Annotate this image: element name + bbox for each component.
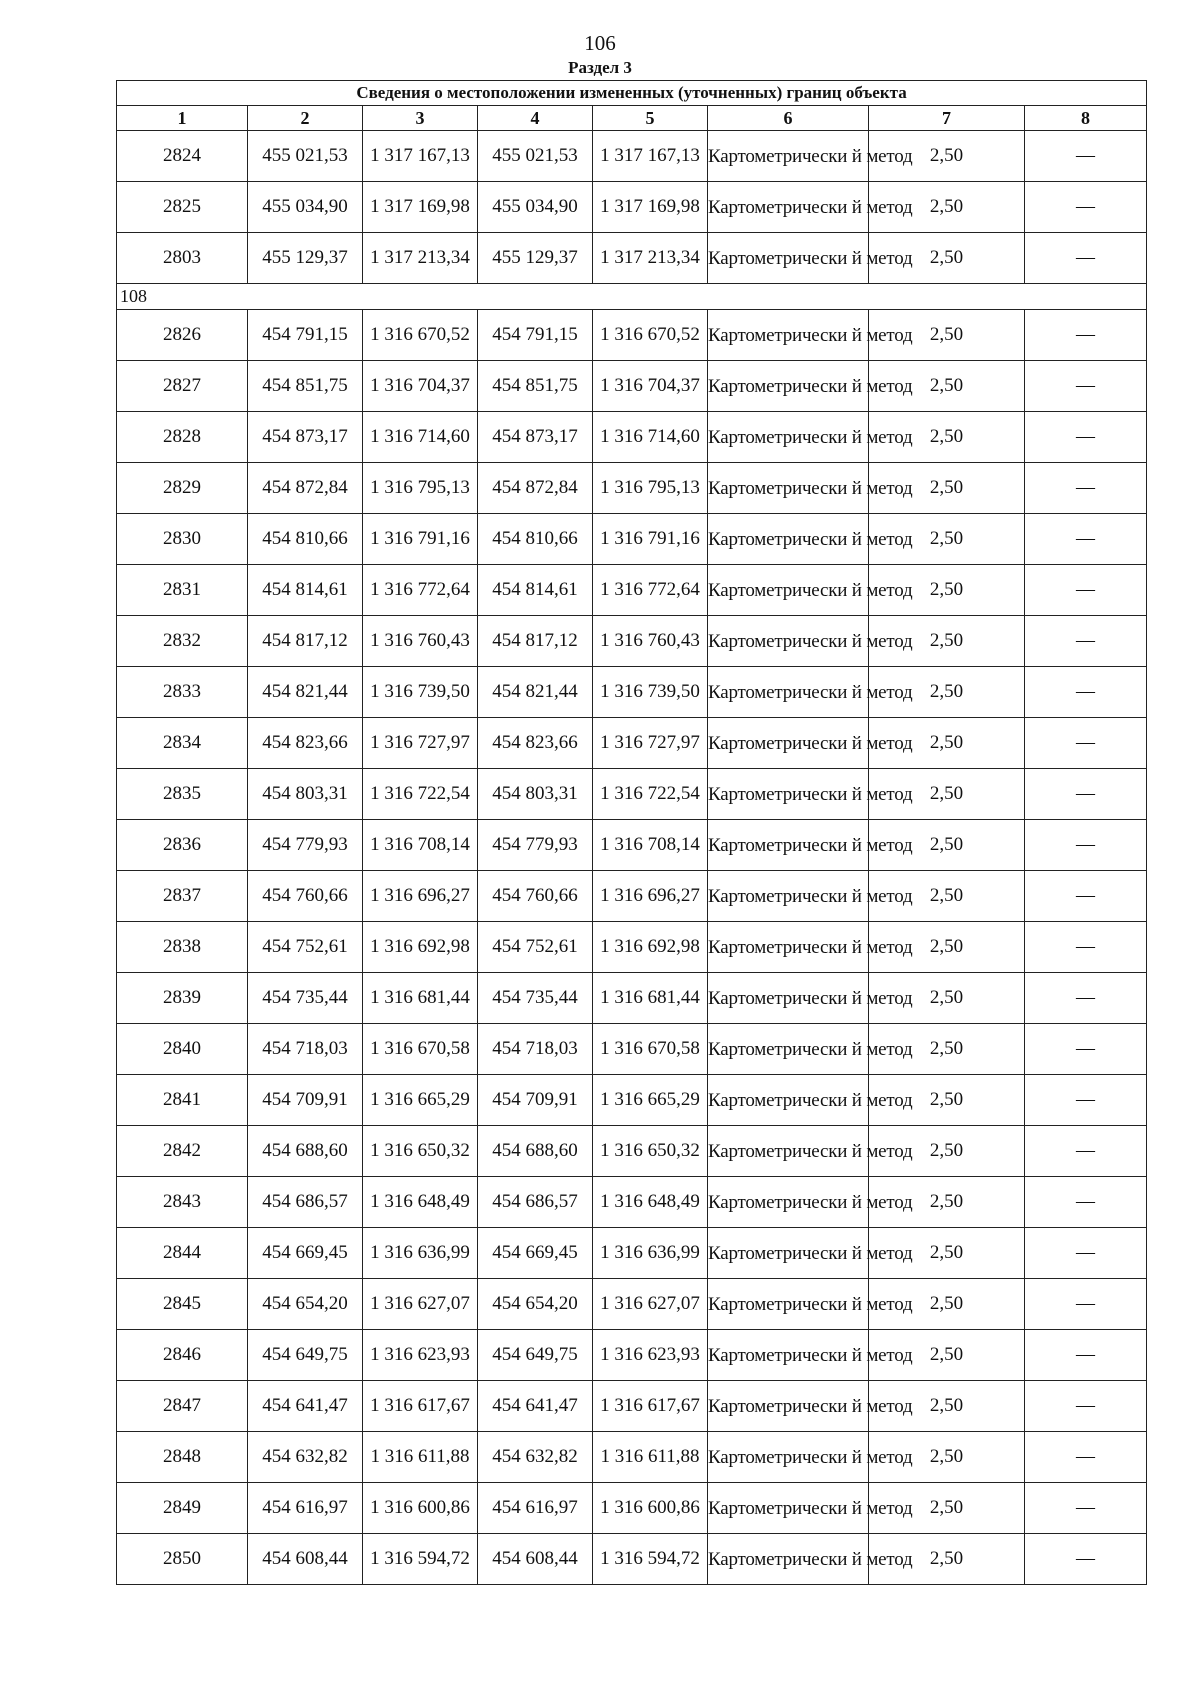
y-new-cell: 1 316 617,67 (593, 1381, 708, 1432)
method-cell: Картометрически й метод (708, 412, 869, 463)
y-old-cell: 1 316 627,07 (363, 1279, 478, 1330)
x-new-cell: 454 608,44 (478, 1534, 593, 1585)
x-old-cell: 454 873,17 (248, 412, 363, 463)
column-number-4: 4 (478, 106, 593, 131)
note-cell: — (1025, 769, 1147, 820)
accuracy-cell: 2,50 (869, 310, 1025, 361)
column-number-3: 3 (363, 106, 478, 131)
x-new-cell: 454 803,31 (478, 769, 593, 820)
x-new-cell: 454 654,20 (478, 1279, 593, 1330)
note-cell: — (1025, 1432, 1147, 1483)
table-row (117, 1075, 1147, 1126)
x-old-cell: 454 608,44 (248, 1534, 363, 1585)
x-old-cell: 454 632,82 (248, 1432, 363, 1483)
point-number-cell: 2837 (117, 871, 248, 922)
method-cell: Картометрически й метод (708, 973, 869, 1024)
table-row (117, 1228, 1147, 1279)
accuracy-cell: 2,50 (869, 233, 1025, 284)
y-new-cell: 1 316 594,72 (593, 1534, 708, 1585)
table-row (117, 973, 1147, 1024)
method-cell: Картометрически й метод (708, 565, 869, 616)
x-new-cell: 454 810,66 (478, 514, 593, 565)
point-number-cell: 2825 (117, 182, 248, 233)
point-number-cell: 2803 (117, 233, 248, 284)
table-caption: Сведения о местоположении измененных (уточненных) границ объекта (117, 81, 1147, 106)
accuracy-cell: 2,50 (869, 1177, 1025, 1228)
note-cell: — (1025, 871, 1147, 922)
method-cell: Картометрически й метод (708, 361, 869, 412)
x-old-cell: 454 814,61 (248, 565, 363, 616)
method-cell: Картометрически й метод (708, 233, 869, 284)
y-old-cell: 1 316 600,86 (363, 1483, 478, 1534)
y-old-cell: 1 317 167,13 (363, 131, 478, 182)
x-new-cell: 454 735,44 (478, 973, 593, 1024)
x-old-cell: 455 034,90 (248, 182, 363, 233)
accuracy-cell: 2,50 (869, 667, 1025, 718)
method-cell: Картометрически й метод (708, 667, 869, 718)
y-new-cell: 1 316 727,97 (593, 718, 708, 769)
y-new-cell: 1 316 692,98 (593, 922, 708, 973)
note-cell: — (1025, 310, 1147, 361)
note-cell: — (1025, 1483, 1147, 1534)
y-old-cell: 1 316 696,27 (363, 871, 478, 922)
method-cell: Картометрически й метод (708, 1330, 869, 1381)
note-cell: — (1025, 667, 1147, 718)
y-new-cell: 1 316 722,54 (593, 769, 708, 820)
accuracy-cell: 2,50 (869, 463, 1025, 514)
x-old-cell: 454 686,57 (248, 1177, 363, 1228)
note-cell: — (1025, 514, 1147, 565)
y-new-cell: 1 316 772,64 (593, 565, 708, 616)
table-row (117, 871, 1147, 922)
accuracy-cell: 2,50 (869, 718, 1025, 769)
x-old-cell: 454 791,15 (248, 310, 363, 361)
method-cell: Картометрически й метод (708, 1177, 869, 1228)
table-row (117, 412, 1147, 463)
table-row (117, 820, 1147, 871)
note-cell: — (1025, 1126, 1147, 1177)
method-cell: Картометрически й метод (708, 616, 869, 667)
y-new-cell: 1 316 611,88 (593, 1432, 708, 1483)
x-new-cell: 454 709,91 (478, 1075, 593, 1126)
y-new-cell: 1 316 696,27 (593, 871, 708, 922)
note-cell: — (1025, 1075, 1147, 1126)
table-row (117, 1126, 1147, 1177)
accuracy-cell: 2,50 (869, 820, 1025, 871)
y-old-cell: 1 316 650,32 (363, 1126, 478, 1177)
y-old-cell: 1 316 623,93 (363, 1330, 478, 1381)
x-new-cell: 454 686,57 (478, 1177, 593, 1228)
note-cell: — (1025, 1228, 1147, 1279)
y-old-cell: 1 316 714,60 (363, 412, 478, 463)
y-old-cell: 1 316 648,49 (363, 1177, 478, 1228)
note-cell: — (1025, 1024, 1147, 1075)
point-number-cell: 2850 (117, 1534, 248, 1585)
x-old-cell: 454 654,20 (248, 1279, 363, 1330)
accuracy-cell: 2,50 (869, 1075, 1025, 1126)
point-number-cell: 2832 (117, 616, 248, 667)
method-cell: Картометрически й метод (708, 310, 869, 361)
y-old-cell: 1 316 708,14 (363, 820, 478, 871)
point-number-cell: 2847 (117, 1381, 248, 1432)
accuracy-cell: 2,50 (869, 361, 1025, 412)
y-new-cell: 1 316 636,99 (593, 1228, 708, 1279)
column-number-1: 1 (117, 106, 248, 131)
column-number-5: 5 (593, 106, 708, 131)
y-new-cell: 1 316 665,29 (593, 1075, 708, 1126)
y-old-cell: 1 316 739,50 (363, 667, 478, 718)
note-cell: — (1025, 361, 1147, 412)
point-number-cell: 2831 (117, 565, 248, 616)
note-cell: — (1025, 1177, 1147, 1228)
y-new-cell: 1 317 167,13 (593, 131, 708, 182)
x-new-cell: 454 760,66 (478, 871, 593, 922)
x-old-cell: 455 129,37 (248, 233, 363, 284)
y-new-cell: 1 316 791,16 (593, 514, 708, 565)
note-cell: — (1025, 1279, 1147, 1330)
y-old-cell: 1 316 617,67 (363, 1381, 478, 1432)
y-old-cell: 1 316 670,58 (363, 1024, 478, 1075)
y-old-cell: 1 316 681,44 (363, 973, 478, 1024)
table-row (117, 1534, 1147, 1585)
x-new-cell: 454 641,47 (478, 1381, 593, 1432)
column-number-8: 8 (1025, 106, 1147, 131)
x-new-cell: 454 752,61 (478, 922, 593, 973)
point-number-cell: 2843 (117, 1177, 248, 1228)
x-old-cell: 454 641,47 (248, 1381, 363, 1432)
note-cell: — (1025, 922, 1147, 973)
note-cell: — (1025, 131, 1147, 182)
y-new-cell: 1 316 760,43 (593, 616, 708, 667)
method-cell: Картометрически й метод (708, 1381, 869, 1432)
point-number-cell: 2834 (117, 718, 248, 769)
accuracy-cell: 2,50 (869, 1330, 1025, 1381)
x-old-cell: 454 752,61 (248, 922, 363, 973)
point-number-cell: 2849 (117, 1483, 248, 1534)
x-old-cell: 454 779,93 (248, 820, 363, 871)
method-cell: Картометрически й метод (708, 820, 869, 871)
point-number-cell: 2828 (117, 412, 248, 463)
table-body-group-a (117, 131, 1147, 284)
x-new-cell: 454 851,75 (478, 361, 593, 412)
accuracy-cell: 2,50 (869, 1381, 1025, 1432)
y-new-cell: 1 316 600,86 (593, 1483, 708, 1534)
y-old-cell: 1 316 795,13 (363, 463, 478, 514)
note-cell: — (1025, 233, 1147, 284)
y-old-cell: 1 316 760,43 (363, 616, 478, 667)
table-row (117, 1381, 1147, 1432)
accuracy-cell: 2,50 (869, 1432, 1025, 1483)
note-cell: — (1025, 718, 1147, 769)
point-number-cell: 2830 (117, 514, 248, 565)
point-number-cell: 2826 (117, 310, 248, 361)
method-cell: Картометрически й метод (708, 1024, 869, 1075)
accuracy-cell: 2,50 (869, 412, 1025, 463)
column-number-2: 2 (248, 106, 363, 131)
point-number-cell: 2838 (117, 922, 248, 973)
y-new-cell: 1 316 704,37 (593, 361, 708, 412)
point-number-cell: 2841 (117, 1075, 248, 1126)
table-row (117, 1432, 1147, 1483)
table-row (117, 1279, 1147, 1330)
accuracy-cell: 2,50 (869, 565, 1025, 616)
accuracy-cell: 2,50 (869, 973, 1025, 1024)
table-body-group-label (117, 284, 1147, 310)
accuracy-cell: 2,50 (869, 1483, 1025, 1534)
method-cell: Картометрически й метод (708, 1126, 869, 1177)
y-old-cell: 1 317 213,34 (363, 233, 478, 284)
x-old-cell: 454 709,91 (248, 1075, 363, 1126)
x-new-cell: 454 779,93 (478, 820, 593, 871)
method-cell: Картометрически й метод (708, 1279, 869, 1330)
group-label-row (117, 284, 1147, 310)
accuracy-cell: 2,50 (869, 1534, 1025, 1585)
x-old-cell: 454 649,75 (248, 1330, 363, 1381)
method-cell: Картометрически й метод (708, 182, 869, 233)
note-cell: — (1025, 973, 1147, 1024)
y-old-cell: 1 316 791,16 (363, 514, 478, 565)
x-old-cell: 454 803,31 (248, 769, 363, 820)
y-old-cell: 1 316 704,37 (363, 361, 478, 412)
method-cell: Картометрически й метод (708, 463, 869, 514)
x-new-cell: 454 616,97 (478, 1483, 593, 1534)
note-cell: — (1025, 820, 1147, 871)
x-new-cell: 454 817,12 (478, 616, 593, 667)
y-old-cell: 1 316 692,98 (363, 922, 478, 973)
y-new-cell: 1 317 169,98 (593, 182, 708, 233)
method-cell: Картометрически й метод (708, 1075, 869, 1126)
accuracy-cell: 2,50 (869, 871, 1025, 922)
x-new-cell: 455 021,53 (478, 131, 593, 182)
accuracy-cell: 2,50 (869, 182, 1025, 233)
x-old-cell: 454 810,66 (248, 514, 363, 565)
accuracy-cell: 2,50 (869, 1126, 1025, 1177)
table-row (117, 565, 1147, 616)
x-new-cell: 454 649,75 (478, 1330, 593, 1381)
y-old-cell: 1 316 594,72 (363, 1534, 478, 1585)
method-cell: Картометрически й метод (708, 131, 869, 182)
x-old-cell: 454 823,66 (248, 718, 363, 769)
accuracy-cell: 2,50 (869, 1228, 1025, 1279)
table-row (117, 131, 1147, 182)
table-row (117, 1330, 1147, 1381)
x-old-cell: 454 718,03 (248, 1024, 363, 1075)
x-old-cell: 454 821,44 (248, 667, 363, 718)
method-cell: Картометрически й метод (708, 718, 869, 769)
y-new-cell: 1 316 648,49 (593, 1177, 708, 1228)
accuracy-cell: 2,50 (869, 1024, 1025, 1075)
note-cell: — (1025, 463, 1147, 514)
accuracy-cell: 2,50 (869, 769, 1025, 820)
y-old-cell: 1 316 611,88 (363, 1432, 478, 1483)
x-old-cell: 454 735,44 (248, 973, 363, 1024)
y-new-cell: 1 316 795,13 (593, 463, 708, 514)
y-old-cell: 1 316 670,52 (363, 310, 478, 361)
table-caption-row (117, 81, 1147, 106)
x-old-cell: 454 851,75 (248, 361, 363, 412)
point-number-cell: 2835 (117, 769, 248, 820)
point-number-cell: 2836 (117, 820, 248, 871)
x-new-cell: 454 791,15 (478, 310, 593, 361)
y-new-cell: 1 316 670,58 (593, 1024, 708, 1075)
note-cell: — (1025, 565, 1147, 616)
point-number-cell: 2848 (117, 1432, 248, 1483)
coordinates-table (116, 80, 1147, 1585)
point-number-cell: 2829 (117, 463, 248, 514)
point-number-cell: 2827 (117, 361, 248, 412)
method-cell: Картометрически й метод (708, 922, 869, 973)
accuracy-cell: 2,50 (869, 1279, 1025, 1330)
y-new-cell: 1 316 627,07 (593, 1279, 708, 1330)
y-new-cell: 1 316 708,14 (593, 820, 708, 871)
table-row (117, 769, 1147, 820)
page-number: 106 (584, 31, 616, 55)
point-number-cell: 2839 (117, 973, 248, 1024)
x-old-cell: 455 021,53 (248, 131, 363, 182)
x-new-cell: 454 718,03 (478, 1024, 593, 1075)
method-cell: Картометрически й метод (708, 1228, 869, 1279)
y-new-cell: 1 316 670,52 (593, 310, 708, 361)
table-row (117, 616, 1147, 667)
table-row (117, 718, 1147, 769)
table-row (117, 233, 1147, 284)
x-new-cell: 455 129,37 (478, 233, 593, 284)
column-number-7: 7 (869, 106, 1025, 131)
note-cell: — (1025, 1534, 1147, 1585)
table-row (117, 1024, 1147, 1075)
point-number-cell: 2846 (117, 1330, 248, 1381)
table-row (117, 361, 1147, 412)
note-cell: — (1025, 182, 1147, 233)
x-new-cell: 454 688,60 (478, 1126, 593, 1177)
point-number-cell: 2840 (117, 1024, 248, 1075)
x-old-cell: 454 688,60 (248, 1126, 363, 1177)
y-new-cell: 1 316 623,93 (593, 1330, 708, 1381)
method-cell: Картометрически й метод (708, 514, 869, 565)
x-new-cell: 454 872,84 (478, 463, 593, 514)
x-old-cell: 454 872,84 (248, 463, 363, 514)
y-old-cell: 1 316 665,29 (363, 1075, 478, 1126)
note-cell: — (1025, 1381, 1147, 1432)
table-row (117, 667, 1147, 718)
column-number-6: 6 (708, 106, 869, 131)
x-old-cell: 454 817,12 (248, 616, 363, 667)
y-old-cell: 1 316 636,99 (363, 1228, 478, 1279)
x-new-cell: 454 669,45 (478, 1228, 593, 1279)
x-new-cell: 454 823,66 (478, 718, 593, 769)
point-number-cell: 2824 (117, 131, 248, 182)
y-old-cell: 1 316 722,54 (363, 769, 478, 820)
y-old-cell: 1 317 169,98 (363, 182, 478, 233)
point-number-cell: 2842 (117, 1126, 248, 1177)
accuracy-cell: 2,50 (869, 616, 1025, 667)
section-title: Раздел 3 (568, 58, 632, 77)
y-new-cell: 1 316 650,32 (593, 1126, 708, 1177)
table-row (117, 182, 1147, 233)
y-old-cell: 1 316 727,97 (363, 718, 478, 769)
x-old-cell: 454 669,45 (248, 1228, 363, 1279)
table-row (117, 922, 1147, 973)
note-cell: — (1025, 1330, 1147, 1381)
table-body-group-b (117, 310, 1147, 1585)
point-number-cell: 2833 (117, 667, 248, 718)
x-new-cell: 455 034,90 (478, 182, 593, 233)
table-row (117, 1177, 1147, 1228)
table-row (117, 514, 1147, 565)
method-cell: Картометрически й метод (708, 769, 869, 820)
note-cell: — (1025, 412, 1147, 463)
group-label: 108 (117, 284, 1147, 310)
accuracy-cell: 2,50 (869, 131, 1025, 182)
note-cell: — (1025, 616, 1147, 667)
method-cell: Картометрически й метод (708, 871, 869, 922)
x-new-cell: 454 814,61 (478, 565, 593, 616)
method-cell: Картометрически й метод (708, 1432, 869, 1483)
accuracy-cell: 2,50 (869, 922, 1025, 973)
y-new-cell: 1 316 739,50 (593, 667, 708, 718)
table-row (117, 1483, 1147, 1534)
point-number-cell: 2844 (117, 1228, 248, 1279)
x-new-cell: 454 632,82 (478, 1432, 593, 1483)
x-old-cell: 454 760,66 (248, 871, 363, 922)
accuracy-cell: 2,50 (869, 514, 1025, 565)
column-number-row (117, 106, 1147, 131)
point-number-cell: 2845 (117, 1279, 248, 1330)
y-old-cell: 1 316 772,64 (363, 565, 478, 616)
method-cell: Картометрически й метод (708, 1534, 869, 1585)
x-new-cell: 454 821,44 (478, 667, 593, 718)
x-new-cell: 454 873,17 (478, 412, 593, 463)
table-row (117, 463, 1147, 514)
y-new-cell: 1 316 681,44 (593, 973, 708, 1024)
table-row (117, 310, 1147, 361)
method-cell: Картометрически й метод (708, 1483, 869, 1534)
y-new-cell: 1 317 213,34 (593, 233, 708, 284)
y-new-cell: 1 316 714,60 (593, 412, 708, 463)
x-old-cell: 454 616,97 (248, 1483, 363, 1534)
